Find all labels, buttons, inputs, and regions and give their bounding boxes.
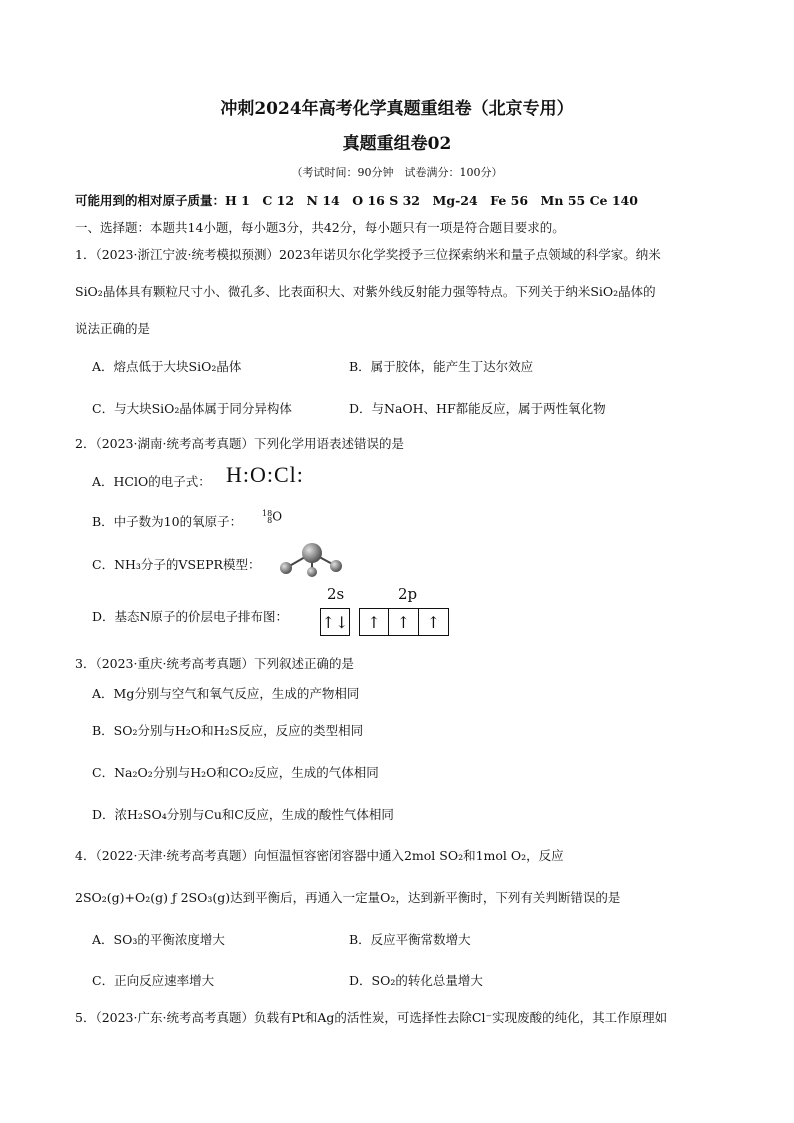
q2-stem: 2．（2023·湖南·统考高考真题）下列化学用语表述错误的是 (75, 436, 404, 451)
nh3-vsepr-model (272, 538, 352, 578)
q3-option-b: B．SO₂分别与H₂O和H₂S反应，反应的类型相同 (92, 723, 364, 738)
q4-option-d: D．SO₂的转化总量增大 (349, 973, 483, 988)
oxygen-isotope-symbol (262, 509, 282, 524)
q1-option-b: B．属于胶体，能产生丁达尔效应 (349, 359, 534, 374)
q1-option-d: D．与NaOH、HF都能反应，属于两性氧化物 (349, 401, 606, 416)
q4-option-a: A．SO₃的平衡浓度增大 (92, 932, 225, 947)
q1-line1: 1．（2023·浙江宁波·统考模拟预测）2023年诺贝尔化学奖授予三位探索纳米和量子点领域的科学家。纳米 (75, 247, 661, 262)
orbital-box: ↑ (359, 608, 389, 636)
exam-info: （考试时间：90分钟 试卷满分：100分） (291, 166, 503, 179)
hydrogen-atom (280, 562, 292, 574)
q4-option-c: C．正向反应速率增大 (92, 973, 215, 988)
q1-line2: SiO₂晶体具有颗粒尺寸小、微孔多、比表面积大、对紫外线反射能力强等特点。下列关于纳米SiO₂晶体的 (75, 284, 656, 299)
nitrogen-atom (302, 543, 322, 563)
orbital-box: ↑↓ (320, 608, 350, 636)
atomic-masses: 可能用到的相对原子质量：H 1 C 12 N 14 O 16 S 32 Mg-24 Fe 56 Mn 55 Ce 140 (75, 193, 638, 208)
isotope-atomic-number: 8 (267, 515, 273, 525)
q5-line1: 5．（2023·广东·统考高考真题）负载有Pt和Ag的活性炭，可选择性去除Cl⁻实现废酸的纯化，其工作原理如 (75, 1010, 668, 1025)
orbital-2s-box (320, 608, 350, 636)
isotope-mass-number: 18 (262, 508, 273, 518)
q2-option-c: C．NH₃分子的VSEPR模型： (92, 557, 261, 572)
q4-option-b: B．反应平衡常数增大 (349, 932, 471, 947)
section-heading: 一、选择题：本题共14小题，每小题3分，共42分，每小题只有一项是符合题目要求的。 (75, 220, 565, 235)
q3-option-a: A．Mg分别与空气和氧气反应，生成的产物相同 (92, 686, 360, 701)
q2-option-d: D．基态N原子的价层电子排布图： (92, 609, 288, 624)
q1-option-a: A．熔点低于大块SiO₂晶体 (92, 359, 242, 374)
q4-line2: 2SO₂(g)+O₂(g) ƒ 2SO₃(g)达到平衡后，再通入一定量O₂，达到新平衡时，下列有关判断错误的是 (75, 890, 621, 905)
q3-stem: 3．（2023·重庆·统考高考真题）下列叙述正确的是 (75, 656, 354, 671)
hydrogen-atom (330, 560, 342, 572)
orbital-label-2s: 2s (327, 585, 345, 603)
hydrogen-atom (307, 567, 317, 577)
orbital-box: ↑ (419, 608, 449, 636)
page-subtitle: 真题重组卷02 (342, 134, 452, 154)
hclo-electron-formula: H:O:Cl: (226, 462, 304, 487)
page-title: 冲刺2024年高考化学真题重组卷（北京专用） (220, 99, 574, 119)
orbital-box: ↑ (389, 608, 419, 636)
orbital-label-2p: 2p (398, 585, 418, 603)
q2-option-a: A．HClO的电子式： (92, 474, 211, 489)
isotope-element: O (272, 509, 283, 524)
q1-option-c: C．与大块SiO₂晶体属于同分异构体 (92, 401, 292, 416)
q3-option-c: C．Na₂O₂分别与H₂O和CO₂反应，生成的气体相同 (92, 765, 379, 780)
q3-option-d: D．浓H₂SO₄分别与Cu和C反应，生成的酸性气体相同 (92, 807, 394, 822)
orbital-2p-boxes (359, 608, 449, 636)
q4-line1: 4．（2022·天津·统考高考真题）向恒温恒容密闭容器中通入2mol SO₂和1mol O₂，反应 (75, 848, 564, 863)
q2-option-b: B．中子数为10的氧原子： (92, 514, 243, 529)
q1-line3: 说法正确的是 (75, 321, 151, 336)
